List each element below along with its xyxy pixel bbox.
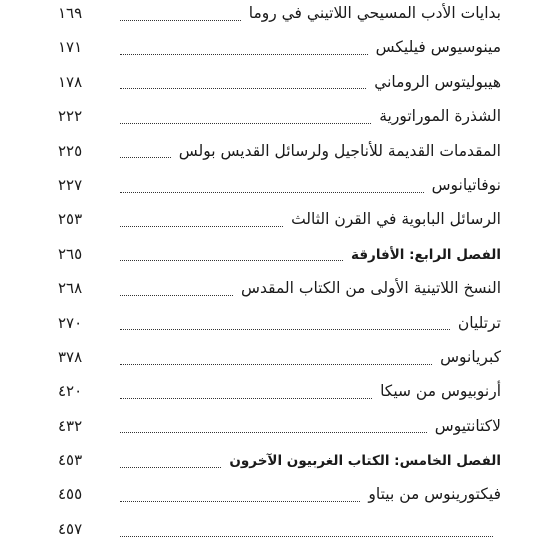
toc-entry-row (58, 0, 501, 30)
page-number: ٤٥٥ (58, 485, 83, 504)
toc-entry-row (58, 512, 501, 546)
entry-title: هيبوليتوس الروماني (374, 72, 501, 91)
entry-title: مينوسيوس فيليكس (375, 38, 501, 57)
toc-entry-row (58, 99, 501, 133)
entry-title: لاكتانتيوس (434, 416, 501, 435)
entry-title: المقدمات القديمة للأناجيل ولرسائل القديس بولس (178, 141, 501, 160)
page-number: ٢٥٣ (58, 210, 83, 229)
page-number: ٢٢٧ (58, 175, 83, 194)
dot-leader (120, 157, 171, 158)
toc-entry-row (58, 202, 501, 236)
entry-title: أرنوبيوس من سيكا (380, 382, 501, 401)
entry-title: نوفاتيانوس (431, 175, 501, 194)
page-number: ٢٢٥ (58, 141, 83, 160)
toc-entry-row (58, 374, 501, 408)
toc-entry-row (58, 30, 501, 64)
dot-leader (120, 364, 432, 365)
page-number: ٢٧٠ (58, 313, 83, 332)
dot-leader (120, 20, 241, 21)
page-number: ٤٢٠ (58, 382, 83, 401)
toc-entry-row (58, 134, 501, 168)
entry-title: بدايات الأدب المسيحي اللاتيني في روما (248, 4, 501, 22)
dot-leader (120, 54, 368, 55)
page-number: ٢٦٥ (58, 244, 83, 263)
page-number: ١٧١ (58, 38, 83, 57)
dot-leader (120, 192, 424, 193)
chapter-title: الفصل الخامس: الكتاب الغربيون الآخرون (229, 453, 501, 470)
dot-leader (120, 260, 343, 261)
entry-title: النسخ اللاتينية الأولى من الكتاب المقدس (241, 279, 501, 298)
toc-entry-row (58, 65, 501, 99)
entry-title: ترتليان (457, 313, 501, 332)
page-number: ٣٧٨ (58, 347, 83, 366)
dot-leader (120, 226, 283, 227)
toc-entry-row (58, 271, 501, 305)
toc-chapter-row (58, 237, 501, 271)
page-number: ٤٣٢ (58, 416, 83, 435)
page-number: ٢٢٢ (58, 107, 83, 126)
page-number: ١٧٨ (58, 72, 83, 91)
dot-leader (120, 329, 450, 330)
dot-leader (120, 467, 221, 468)
page-number: ٤٥٧ (58, 519, 83, 538)
dot-leader (120, 501, 360, 502)
dot-leader (120, 123, 371, 124)
toc-entry-row (58, 477, 501, 511)
dot-leader (120, 295, 233, 296)
toc-chapter-row (58, 443, 501, 477)
dot-leader (120, 88, 366, 89)
page-number: ٤٥٣ (58, 451, 83, 470)
toc-entry-row (58, 409, 501, 443)
entry-title: الرسائل البابوية في القرن الثالث (291, 210, 501, 229)
entry-title: الشذرة الموراتورية (379, 107, 501, 126)
dot-leader (120, 432, 427, 433)
page-number: ٢٦٨ (58, 279, 83, 298)
toc-entry-row (58, 168, 501, 202)
toc-entry-row (58, 306, 501, 340)
table-of-contents (58, 0, 501, 546)
chapter-title: الفصل الرابع: الأفارقة (351, 246, 501, 263)
entry-title: كبريانوس (440, 347, 501, 366)
page-number: ١٦٩ (58, 4, 83, 22)
dot-leader (120, 398, 372, 399)
toc-entry-row (58, 340, 501, 374)
dot-leader (120, 536, 493, 537)
entry-title: فيكتورينوس من بيتاو (368, 485, 501, 504)
